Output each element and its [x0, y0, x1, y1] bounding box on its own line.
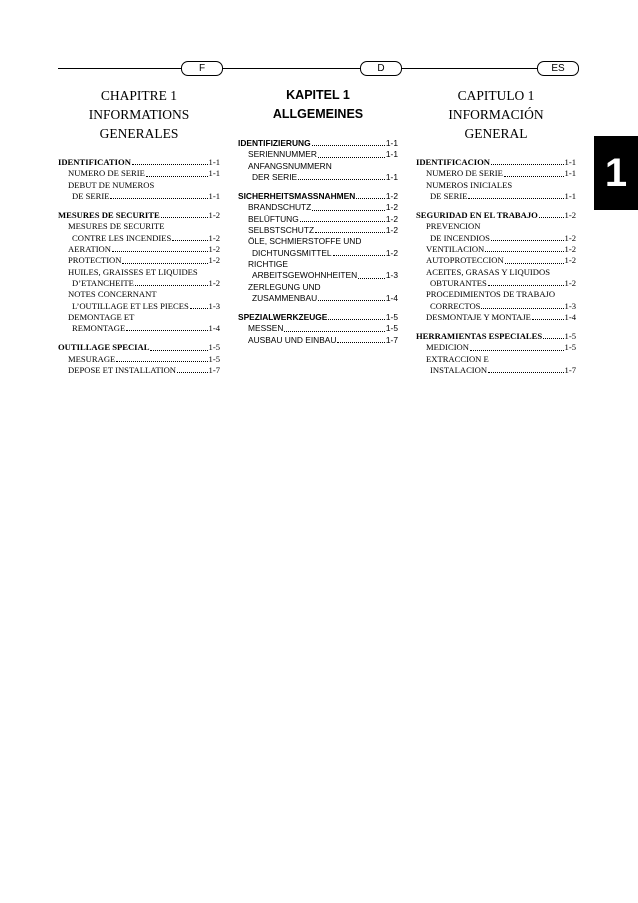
toc-entry-label: ZUSAMMENBAU — [252, 292, 318, 303]
toc-entry[interactable] — [58, 233, 220, 244]
dot-leader — [491, 240, 564, 241]
toc-section — [58, 157, 220, 202]
toc-entry-label: ACEITES, GRASAS Y LIQUIDOS — [426, 266, 550, 277]
toc-entry-label: SELBSTSCHUTZ — [248, 225, 315, 236]
toc-entry-page: 1-1 — [564, 190, 576, 201]
toc-entry-page: 1-1 — [564, 157, 576, 167]
toc-entry-label: SPEZIALWERKZEUGE — [238, 312, 328, 323]
toc-entry[interactable] — [238, 236, 398, 247]
toc-entry-label: MEDICION — [426, 342, 469, 353]
toc-entry-label: DESMONTAJE Y MONTAJE — [426, 311, 531, 322]
toc-entry-label: SERIENNUMMER — [248, 149, 317, 160]
toc-entry-label: AERATION — [68, 244, 111, 255]
toc-entry-label: L’OUTILLAGE ET LES PIECES — [72, 300, 189, 311]
dot-leader — [284, 331, 385, 332]
column-french — [58, 86, 220, 384]
toc-entry-label: DEPOSE ET INSTALLATION — [68, 365, 176, 376]
toc-entry-page: 1-2 — [564, 244, 576, 255]
toc-entry[interactable] — [58, 210, 220, 221]
toc-entry[interactable] — [58, 312, 220, 323]
dot-leader — [135, 285, 208, 286]
toc-entry-label: HERRAMIENTAS ESPECIALES — [416, 331, 543, 342]
dot-leader — [470, 350, 564, 351]
toc-entry[interactable] — [238, 161, 398, 172]
toc-entry-page: 1-2 — [564, 232, 576, 243]
toc-entry-label: OUTILLAGE SPECIAL — [58, 342, 150, 353]
dot-leader — [468, 198, 563, 199]
toc-entry-page: 1-2 — [385, 202, 398, 213]
dot-leader — [116, 361, 207, 362]
toc-entry-label: IDENTIFICATION — [58, 157, 131, 167]
toc-section — [238, 191, 398, 304]
toc-entry-label: IDENTIFICACION — [416, 157, 491, 167]
toc-entry[interactable] — [416, 267, 576, 278]
toc-entry-label: NOTES CONCERNANT — [68, 289, 157, 300]
toc-entry[interactable] — [58, 267, 220, 278]
toc-entry-page: 1-2 — [385, 191, 398, 202]
dot-leader — [481, 308, 563, 309]
toc-entry-page: 1-4 — [208, 323, 220, 334]
dot-leader — [505, 263, 564, 264]
column-heading — [238, 86, 398, 124]
toc-entry-page: 1-3 — [208, 300, 220, 311]
toc-entry[interactable] — [238, 191, 398, 202]
toc-entry[interactable] — [58, 354, 220, 365]
toc-entry-page: 1-1 — [208, 190, 220, 201]
toc-entry-label: NUMEROS INICIALES — [426, 179, 513, 190]
toc-entry-label: PREVENCION — [426, 221, 481, 232]
dot-leader — [150, 350, 207, 351]
lang-tab-d: D — [360, 61, 402, 76]
dot-leader — [333, 255, 385, 256]
toc-section — [58, 210, 220, 334]
toc-entry-label: REMONTAGE — [72, 323, 126, 334]
toc-entry-label: ZERLEGUNG UND — [248, 281, 321, 292]
toc-entry-label: BELÜFTUNG — [248, 213, 299, 224]
toc-entry[interactable] — [238, 172, 398, 183]
toc-entry[interactable] — [58, 323, 220, 334]
toc-entry-label: DEMONTAGE ET — [68, 311, 135, 322]
toc-entry-label: DE INCENDIOS — [430, 232, 490, 243]
toc-entry[interactable] — [58, 289, 220, 300]
toc-entry-label: DE SERIE — [430, 190, 468, 201]
toc-entry[interactable] — [416, 289, 576, 300]
heading-line: INFORMATIONS — [88, 107, 190, 122]
toc-entry-page: 1-2 — [208, 232, 220, 243]
dot-leader — [488, 285, 564, 286]
table-of-contents — [416, 157, 576, 376]
toc-entry-label: MESURES DE SECURITE — [68, 221, 165, 232]
dot-leader — [110, 198, 207, 199]
toc-entry[interactable] — [416, 157, 576, 168]
toc-entry-label: MESURAGE — [68, 353, 116, 364]
toc-entry-label: D’ETANCHEITE — [72, 277, 134, 288]
toc-entry-page: 1-2 — [564, 210, 576, 221]
toc-section — [416, 157, 576, 202]
header-rule — [58, 68, 576, 69]
toc-entry[interactable] — [416, 191, 576, 202]
toc-entry[interactable] — [238, 225, 398, 236]
toc-entry-page: 1-5 — [385, 323, 398, 334]
toc-entry[interactable] — [416, 233, 576, 244]
dot-leader — [112, 251, 208, 252]
dot-leader — [161, 217, 208, 218]
toc-entry-page: 1-5 — [564, 342, 576, 353]
toc-entry[interactable] — [238, 149, 398, 160]
dot-leader — [318, 300, 385, 301]
toc-entry[interactable] — [58, 278, 220, 289]
toc-entry-label: DER SERIE — [252, 171, 298, 182]
toc-entry-page: 1-2 — [385, 247, 398, 258]
toc-entry[interactable] — [416, 244, 576, 255]
heading-line: GENERAL — [464, 126, 528, 141]
toc-entry[interactable] — [58, 255, 220, 266]
toc-entry[interactable] — [416, 168, 576, 179]
toc-entry-label: MESURES DE SECURITE — [58, 210, 160, 221]
toc-entry-label: PROCEDIMIENTOS DE TRABAJO — [426, 289, 556, 300]
column-heading — [58, 86, 220, 143]
toc-entry-label: RICHTIGE — [248, 258, 289, 269]
dot-leader — [504, 176, 564, 177]
toc-entry[interactable] — [238, 248, 398, 259]
dot-leader — [177, 372, 208, 373]
dot-leader — [358, 278, 385, 279]
toc-entry[interactable] — [58, 365, 220, 376]
toc-entry[interactable] — [58, 301, 220, 312]
toc-entry[interactable] — [416, 210, 576, 221]
toc-entry-page: 1-5 — [208, 353, 220, 364]
toc-entry[interactable] — [58, 191, 220, 202]
toc-entry-label: IDENTIFIZIERUNG — [238, 138, 311, 148]
toc-entry-page: 1-1 — [385, 171, 398, 182]
dot-leader — [532, 319, 564, 320]
heading-line: GENERALES — [99, 126, 179, 141]
toc-entry-page: 1-7 — [385, 334, 398, 345]
dot-leader — [328, 319, 385, 320]
toc-entry-label: HUILES, GRAISSES ET LIQUIDES — [68, 266, 198, 277]
toc-entry-page: 1-1 — [208, 157, 220, 167]
toc-entry[interactable] — [58, 168, 220, 179]
toc-section — [238, 138, 398, 183]
heading-line: CAPITULO 1 — [457, 88, 535, 103]
toc-entry-page: 1-2 — [564, 277, 576, 288]
column-heading — [416, 86, 576, 143]
dot-leader — [122, 263, 207, 264]
toc-entry-label: SICHERHEITSMASSNAHMEN — [238, 191, 356, 202]
toc-entry-page: 1-1 — [564, 168, 576, 179]
toc-entry-page: 1-2 — [208, 210, 220, 221]
toc-entry[interactable] — [58, 342, 220, 353]
dot-leader — [337, 342, 384, 343]
toc-entry[interactable] — [416, 180, 576, 191]
dot-leader — [172, 240, 207, 241]
toc-entry[interactable] — [416, 312, 576, 323]
heading-line: CHAPITRE 1 — [100, 88, 178, 103]
toc-entry[interactable] — [238, 323, 398, 334]
dot-leader — [488, 372, 563, 373]
toc-entry-page: 1-2 — [208, 277, 220, 288]
toc-entry-page: 1-3 — [564, 300, 576, 311]
toc-entry-label: BRANDSCHUTZ — [248, 202, 312, 213]
toc-entry-page: 1-4 — [385, 292, 398, 303]
toc-entry-page: 1-2 — [385, 225, 398, 236]
toc-entry[interactable] — [238, 282, 398, 293]
table-of-contents — [58, 157, 220, 376]
toc-entry[interactable] — [58, 244, 220, 255]
dot-leader — [300, 221, 385, 222]
toc-entry-page: 1-1 — [208, 168, 220, 179]
dot-leader — [146, 176, 208, 177]
toc-entry-page: 1-7 — [564, 365, 576, 376]
toc-entry-label: NUMERO DE SERIE — [426, 168, 503, 179]
toc-entry-label: CONTRE LES INCENDIES — [72, 232, 172, 243]
column-spanish — [416, 86, 576, 384]
toc-entry-label: AUTOPROTECCION — [426, 255, 504, 266]
toc-entry-label: INSTALACION — [430, 365, 488, 376]
toc-entry-label: DE SERIE — [72, 190, 110, 201]
dot-leader — [485, 251, 563, 252]
toc-entry[interactable] — [416, 342, 576, 353]
dot-leader — [315, 232, 385, 233]
toc-entry-page: 1-2 — [208, 244, 220, 255]
dot-leader — [298, 179, 385, 180]
toc-entry-page: 1-2 — [208, 255, 220, 266]
toc-entry-label: SEGURIDAD EN EL TRABAJO — [416, 210, 538, 221]
toc-entry-label: PROTECTION — [68, 255, 122, 266]
dot-leader — [126, 330, 207, 331]
lang-tab-f: F — [181, 61, 223, 76]
toc-entry-label: NUMERO DE SERIE — [68, 168, 145, 179]
toc-entry[interactable] — [238, 293, 398, 304]
toc-entry-label: MESSEN — [248, 323, 284, 334]
dot-leader — [312, 210, 385, 211]
toc-entry[interactable] — [416, 331, 576, 342]
dot-leader — [539, 217, 564, 218]
dot-leader — [318, 157, 385, 158]
toc-entry[interactable] — [58, 157, 220, 168]
dot-leader — [132, 164, 208, 165]
lang-tab-es: ES — [537, 61, 579, 76]
toc-entry[interactable] — [416, 221, 576, 232]
dot-leader — [356, 198, 385, 199]
toc-entry[interactable] — [416, 354, 576, 365]
toc-entry[interactable] — [238, 138, 398, 149]
toc-entry-label: ÖLE, SCHMIERSTOFFE UND — [248, 236, 362, 247]
toc-entry[interactable] — [416, 365, 576, 376]
toc-entry-page: 1-2 — [564, 255, 576, 266]
toc-entry-label: DICHTUNGSMITTEL — [252, 247, 332, 258]
toc-entry-label: DEBUT DE NUMEROS — [68, 179, 155, 190]
toc-entry[interactable] — [238, 214, 398, 225]
dot-leader — [190, 308, 208, 309]
heading-line: INFORMACIÓN — [448, 107, 544, 122]
toc-entry[interactable] — [238, 202, 398, 213]
toc-entry-page: 1-2 — [385, 213, 398, 224]
toc-entry-label: VENTILACION — [426, 244, 485, 255]
toc-entry-label: ARBEITSGEWOHNHEITEN — [252, 270, 358, 281]
toc-entry-page: 1-5 — [385, 312, 398, 323]
toc-section — [58, 342, 220, 376]
toc-entry[interactable] — [416, 278, 576, 289]
toc-entry[interactable] — [238, 312, 398, 323]
toc-section — [416, 210, 576, 323]
heading-line: KAPITEL 1 — [286, 88, 350, 102]
toc-entry-page: 1-4 — [564, 311, 576, 322]
toc-entry[interactable] — [238, 270, 398, 281]
toc-entry-page: 1-3 — [385, 270, 398, 281]
toc-entry-page: 1-1 — [385, 149, 398, 160]
toc-entry[interactable] — [416, 301, 576, 312]
toc-section — [238, 312, 398, 346]
toc-entry[interactable] — [238, 335, 398, 346]
dot-leader — [312, 145, 385, 146]
table-of-contents — [238, 138, 398, 346]
toc-entry-page: 1-1 — [385, 138, 398, 148]
toc-entry-label: ANFANGSNUMMERN — [248, 160, 332, 171]
toc-entry-page: 1-5 — [564, 331, 576, 342]
chapter-tab: 1 — [594, 136, 638, 210]
column-german — [238, 86, 398, 354]
toc-entry-label: AUSBAU UND EINBAU — [248, 334, 337, 345]
toc-entry[interactable] — [416, 255, 576, 266]
toc-entry[interactable] — [238, 259, 398, 270]
toc-entry-label: CORRECTOS — [430, 300, 481, 311]
toc-entry-page: 1-7 — [208, 365, 220, 376]
toc-section — [416, 331, 576, 376]
heading-line: ALLGEMEINES — [272, 107, 364, 121]
toc-entry[interactable] — [58, 180, 220, 191]
toc-entry-label: EXTRACCION E — [426, 353, 489, 364]
dot-leader — [543, 338, 563, 339]
toc-entry[interactable] — [58, 221, 220, 232]
toc-entry-page: 1-5 — [208, 342, 220, 353]
dot-leader — [491, 164, 564, 165]
toc-entry-label: OBTURANTES — [430, 277, 487, 288]
